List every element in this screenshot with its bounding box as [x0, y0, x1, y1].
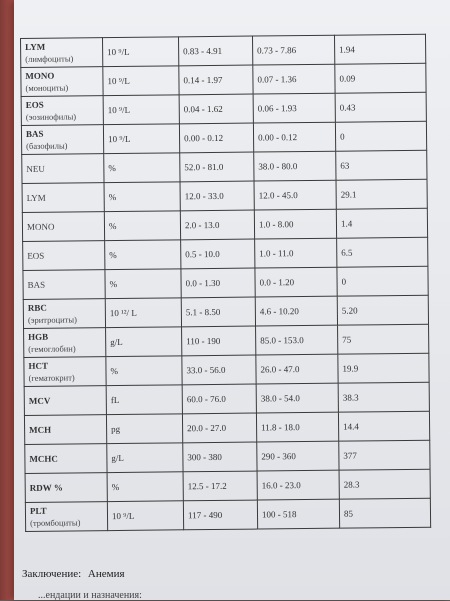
parameter-russian-name: (базофилы)	[26, 140, 68, 151]
reference-range-1: 300 - 380	[183, 442, 257, 472]
reference-range-1: 60.0 - 76.0	[182, 384, 256, 414]
parameter-name: MCH	[29, 424, 52, 435]
parameter-cell	[23, 299, 105, 329]
reference-range-1: 2.0 - 13.0	[180, 210, 254, 240]
conclusion-label: Заключение:	[22, 568, 82, 580]
reference-range-1: 110 - 190	[182, 326, 256, 356]
parameter-russian-name: (гемоглобин)	[28, 343, 76, 354]
parameter-name: MCV	[28, 395, 51, 406]
reference-range-2: 38.0 - 80.0	[254, 151, 336, 181]
reference-range-2: 0.06 - 1.93	[253, 93, 335, 123]
reference-range-2: 0.00 - 0.12	[253, 122, 335, 152]
table-row	[24, 324, 429, 357]
result-value: 14.4	[338, 411, 429, 441]
parameter-name: NEU	[26, 163, 45, 174]
result-value: 75	[338, 324, 429, 354]
parameter-cell	[22, 212, 104, 242]
unit-cell: 10 ⁹/L	[103, 37, 179, 67]
unit-cell: 10 ⁹/L	[107, 501, 183, 531]
unit-cell: g/L	[106, 327, 182, 357]
unit-cell: 10 ⁹/L	[103, 95, 179, 125]
result-value: 0	[335, 121, 426, 151]
result-value: 63	[336, 150, 427, 180]
parameter-cell	[21, 96, 103, 126]
unit-cell: 10 ⁹/L	[103, 124, 179, 154]
table-row	[23, 295, 428, 328]
reference-range-2: 26.0 - 47.0	[256, 354, 338, 384]
reference-range-1: 0.5 - 10.0	[181, 239, 255, 269]
parameter-cell	[21, 125, 103, 155]
reference-range-1: 20.0 - 27.0	[182, 413, 256, 443]
result-value: 5.20	[337, 295, 428, 325]
parameter-cell	[21, 67, 103, 97]
unit-cell: %	[105, 269, 181, 299]
table-row	[22, 179, 427, 212]
table-row	[21, 34, 426, 67]
reference-range-2: 1.0 - 8.00	[254, 209, 336, 239]
parameter-cell	[25, 444, 107, 474]
parameter-name: BAS	[27, 279, 46, 290]
reference-range-2: 85.0 - 153.0	[256, 325, 338, 355]
table-row	[24, 382, 429, 415]
unit-cell: pg	[106, 414, 182, 444]
table-row	[21, 92, 426, 125]
result-value: 29.1	[336, 179, 427, 209]
parameter-cell	[25, 473, 107, 503]
unit-cell: 10 ¹²/ L	[105, 298, 181, 328]
reference-range-2: 290 - 360	[257, 441, 339, 471]
recommendations-line: ...ендации и назначения:	[38, 590, 142, 601]
conclusion-value: Анемия	[87, 568, 125, 580]
reference-range-1: 52.0 - 81.0	[180, 152, 254, 182]
parameter-name: RBC	[27, 302, 47, 313]
parameter-cell	[24, 357, 106, 387]
unit-cell: %	[104, 211, 180, 241]
result-value: 0	[337, 266, 428, 296]
reference-range-2: 0.0 - 1.20	[255, 267, 337, 297]
reference-range-1: 0.0 - 1.30	[181, 268, 255, 298]
table-row	[24, 353, 429, 386]
parameter-name: MONO	[26, 221, 55, 232]
parameter-cell	[25, 502, 107, 532]
unit-cell: 10 ⁹/L	[103, 66, 179, 96]
unit-cell: %	[104, 182, 180, 212]
parameter-name: EOS	[25, 99, 44, 110]
reference-range-2: 11.8 - 18.0	[256, 412, 338, 442]
reference-range-1: 0.04 - 1.62	[179, 94, 253, 124]
unit-cell: g/L	[107, 443, 183, 473]
result-value: 85	[339, 498, 430, 528]
table-row	[23, 237, 428, 270]
unit-cell: %	[106, 356, 182, 386]
reference-range-2: 1.0 - 11.0	[255, 238, 337, 268]
reference-range-1: 0.14 - 1.97	[179, 65, 253, 95]
result-value: 19.9	[338, 353, 429, 383]
result-value: 0.09	[335, 63, 426, 93]
parameter-russian-name: (гематокрит)	[28, 372, 75, 383]
parameter-cell	[21, 38, 103, 68]
parameter-cell	[22, 183, 104, 213]
reference-range-2: 16.0 - 23.0	[257, 470, 339, 500]
reference-range-1: 117 - 490	[183, 500, 257, 530]
reference-range-1: 12.0 - 33.0	[180, 181, 254, 211]
table-row	[22, 208, 427, 241]
reference-range-1: 0.00 - 0.12	[179, 123, 253, 153]
parameter-cell	[23, 270, 105, 300]
parameter-cell	[24, 386, 106, 416]
unit-cell: %	[104, 153, 180, 183]
result-value: 28.3	[339, 469, 430, 499]
table-row	[24, 411, 429, 444]
parameter-name: HCT	[28, 360, 49, 371]
parameter-russian-name: (лимфоциты)	[25, 53, 74, 64]
result-value: 0.43	[335, 92, 426, 122]
unit-cell: fL	[106, 385, 182, 415]
table-row	[25, 440, 430, 473]
parameter-russian-name: (моноциты)	[25, 82, 69, 93]
parameter-cell	[24, 328, 106, 358]
reference-range-1: 5.1 - 8.50	[181, 297, 255, 327]
result-value: 6.5	[337, 237, 428, 267]
reference-range-2: 0.73 - 7.86	[252, 35, 334, 65]
result-value: 1.94	[334, 34, 425, 64]
parameter-name: BAS	[25, 128, 44, 139]
table-row	[22, 150, 427, 183]
parameter-name: MCHC	[29, 453, 58, 464]
parameter-name: MONO	[25, 70, 55, 81]
reference-range-1: 12.5 - 17.2	[183, 471, 257, 501]
table-body	[21, 34, 431, 531]
reference-range-1: 0.83 - 4.91	[178, 36, 252, 66]
parameter-cell	[24, 415, 106, 445]
unit-cell: %	[107, 472, 183, 502]
result-value: 377	[339, 440, 430, 470]
parameter-russian-name: (эозинофилы)	[25, 111, 77, 122]
table-row	[23, 266, 428, 299]
reference-range-2: 0.07 - 1.36	[253, 64, 335, 94]
parameter-name: LYM	[26, 192, 46, 203]
reference-range-1: 33.0 - 56.0	[182, 355, 256, 385]
parameter-name: PLT	[29, 505, 47, 516]
parameter-russian-name: (эритроциты)	[27, 314, 77, 325]
parameter-cell	[22, 154, 104, 184]
reference-range-2: 38.0 - 54.0	[256, 383, 338, 413]
parameter-name: HGB	[28, 331, 49, 342]
table-row	[21, 63, 426, 96]
table-row	[25, 498, 430, 531]
conclusion-line	[22, 568, 125, 580]
parameter-name: RDW %	[29, 482, 63, 493]
table-row	[21, 121, 426, 154]
reference-range-2: 100 - 518	[257, 499, 339, 529]
result-value: 38.3	[338, 382, 429, 412]
parameter-name: EOS	[27, 250, 45, 261]
unit-cell: %	[105, 240, 181, 270]
blood-test-table	[20, 34, 431, 532]
reference-range-2: 4.6 - 10.20	[255, 296, 337, 326]
result-value: 1.4	[336, 208, 427, 238]
parameter-cell	[23, 241, 105, 271]
parameter-russian-name: (тромбоциты)	[30, 517, 81, 528]
table-row	[25, 469, 430, 502]
reference-range-2: 12.0 - 45.0	[254, 180, 336, 210]
parameter-name: LYM	[25, 41, 46, 52]
